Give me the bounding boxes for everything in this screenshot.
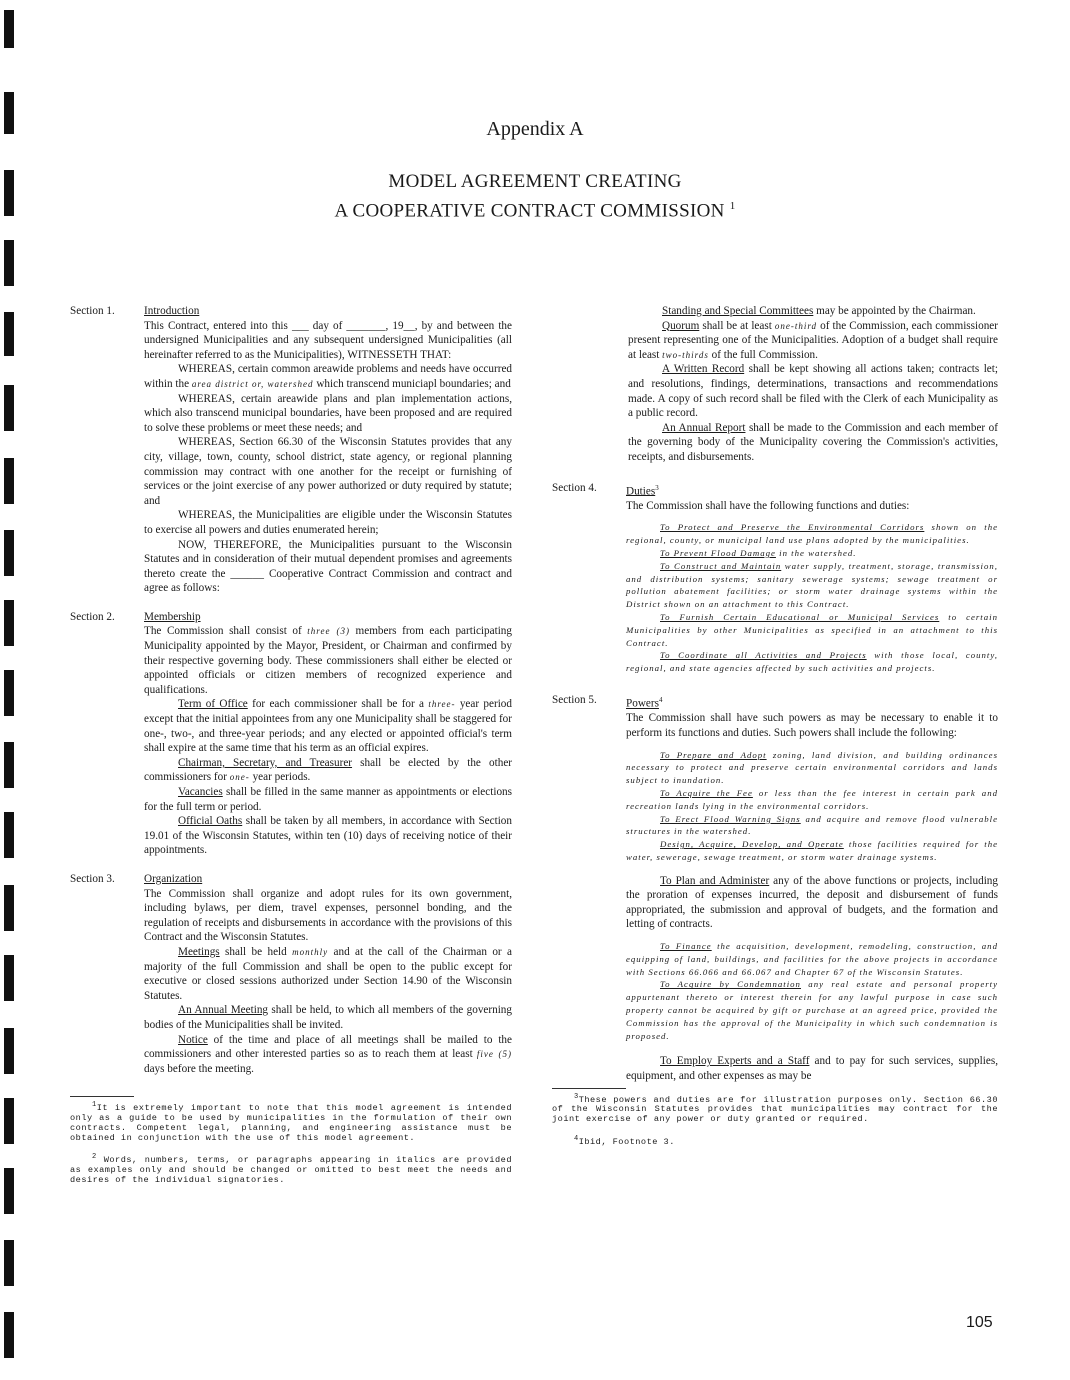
duty-item [626, 611, 998, 649]
heading-line-1: MODEL AGREEMENT CREATING [388, 171, 682, 192]
underlined-term: To Prepare and Adopt [660, 749, 767, 760]
text: WHEREAS, certain common areawide problems and needs have occurred within the [144, 363, 512, 390]
footnote-number: 1 [92, 1101, 97, 1110]
text: shall be elected by the other commissioners for [144, 756, 513, 784]
section-title-wrap [626, 693, 998, 711]
powers-list [626, 749, 998, 864]
power-item [626, 787, 998, 813]
appendix-title: Appendix A [486, 118, 584, 140]
underlined-term: To Furnish Certain Educational or Municipal Services [660, 612, 940, 623]
italic-example: monthly [292, 946, 329, 957]
section-body [144, 872, 512, 1076]
text: The Commission shall consist of [144, 625, 308, 638]
text: zoning, land division, and building ordinances necessary to protect and preserve certain environmental corridors and lands subject to inundation. [626, 749, 998, 786]
italic-example: two-thirds [662, 349, 709, 360]
footnote-rule [70, 1096, 134, 1097]
footnote-number: 4 [574, 1134, 579, 1143]
text: which transcend municiapl boundaries; and [313, 377, 511, 390]
heading-line-2 [0, 194, 1070, 223]
underlined-term: An Annual Meeting [178, 1004, 269, 1017]
section-label: Section 2. [70, 610, 115, 623]
underlined-term: Quorum [662, 319, 700, 332]
duties-list [626, 521, 998, 675]
footnote-text: Ibid, Footnote 3. [578, 1136, 675, 1147]
underlined-term: A Written Record [662, 363, 745, 376]
section-title: Organization [144, 872, 203, 885]
punch-mark [4, 670, 14, 716]
text: any of the above functions or projects, including the proration of expenses incurred, the deposit and disbursement of funds appropriated, the submission and approval of budgets, and the formation and letting of contracts. [626, 874, 998, 931]
punch-mark [4, 600, 14, 646]
punch-mark [4, 812, 14, 858]
footnote-number: 2 [92, 1153, 97, 1162]
italic-example: one- [229, 772, 250, 783]
text: those facilities required for the water, sewerage, sewage treatment, or storm water drainage systems. [626, 839, 999, 862]
text: with those local, county, regional, and state agencies affected by such activities and projects. [626, 650, 998, 674]
power-item [626, 813, 998, 839]
document-heading [0, 170, 1070, 223]
text: members from each participating Municipality appointed by the Mayor, President, or Chairman and confirmed by their respective governing body. These commissioners shall either be elected or appointed officials or citizen members of recognized experience and qualifications. [144, 625, 512, 696]
italic-example: five (5) [476, 1049, 513, 1060]
paragraph: WHEREAS, certain areawide plans and plan implementation actions, which also transcend municipal boundaries, have been proposed and are required to solve these problems or meet these needs; and [144, 392, 512, 434]
section-label: Section 3. [70, 872, 115, 885]
text: and at the call of the Chairman or a majority of the full Commission and shall be open to the public except for executive or closed sessions authorized under Section 14.90 of the Wisconsin Statutes. [144, 945, 512, 1002]
section-title: Introduction [144, 305, 200, 317]
punch-mark [4, 1312, 14, 1358]
paragraph [144, 362, 512, 391]
underlined-term: Chairman, Secretary, and Treasurer [178, 756, 353, 769]
text: shall be at least [699, 319, 775, 332]
punch-mark [4, 1098, 14, 1144]
underlined-term: Vacancies [178, 786, 223, 798]
punch-mark [4, 10, 14, 48]
section-4 [552, 481, 998, 675]
power-item [626, 978, 998, 1042]
underlined-term: To Employ Experts and a Staff [660, 1055, 810, 1068]
text: the acquisition, development, remodeling, construction, and equipping of land, buildings, and facilities for the above projects in accordance with Sections 66.066 and 66.067 and Chapter 67 of the Wisconsin Statutes. [626, 941, 998, 977]
paragraph [144, 756, 512, 785]
punch-mark [4, 312, 14, 356]
left-column [70, 304, 512, 1186]
power-item [626, 749, 998, 787]
paragraph [552, 362, 998, 420]
italic-example: area district or, watershed [191, 378, 314, 389]
underlined-term: To Acquire by Condemnation [660, 979, 801, 990]
section-body [144, 610, 512, 858]
punch-mark [4, 240, 14, 286]
paragraph [552, 421, 998, 465]
section-title: Membership [144, 610, 201, 623]
punch-mark [4, 385, 14, 431]
italic-example: three- [428, 699, 456, 710]
text: shall be taken by all members, in accordance with Section 19.01 of the Wisconsin Statutes, within ten (10) days of receiving notice of their appointments. [144, 815, 512, 857]
text: shall be made to the Commission and each member of the governing body of the Municipality covering the Commission's activities, receipts, and disbursements. [628, 421, 998, 463]
section-body [626, 481, 998, 675]
text: or less than the fee interest in certain park and recreation lands lying in the environmental corridors. [626, 787, 998, 811]
underlined-term: Meetings [178, 945, 220, 958]
text: and to pay for such services, supplies, equipment, and other expenses as may be [626, 1055, 998, 1083]
section-title: Powers [626, 697, 659, 710]
text: of the Commission, each commissioner present representing one of the Municipalities. Adoption of a budget shall require at least [628, 319, 998, 361]
text: any real estate and personal property appurtenant thereto or interest therein for any lawful purpose in case such property cannot be acquired by gift or purchase at an agreed price, provided the Commission has the approval of the Municipality in which such condemnation is proposed. [626, 979, 999, 1041]
section-5 [552, 693, 998, 1084]
power-item [626, 940, 998, 978]
paragraph: The Commission shall have such powers as may be necessary to enable it to perform its functions and duties. Such powers shall include the following: [626, 712, 998, 739]
text: days before the meeting. [144, 1062, 254, 1075]
footnote-text: It is extremely important to note that this model agreement is intended only as a guide to be used by municipalities in the formulation of their own contracts. Competent legal, planning, and engineering assistance must be obtained in conjunction with the use of this model agreement. [70, 1103, 512, 1143]
footnote-4 [552, 1135, 998, 1148]
paragraph [552, 304, 998, 319]
underlined-term: Term of Office [178, 698, 248, 711]
paragraph: WHEREAS, the Municipalities are eligible under the Wisconsin Statutes to exercise all powers and duties enumerated herein; [144, 509, 512, 536]
underlined-term: To Erect Flood Warning Signs [660, 813, 801, 824]
punch-mark [4, 458, 14, 504]
paragraph [144, 814, 512, 858]
section-title-wrap [626, 481, 998, 499]
section-3-continued [628, 304, 998, 465]
footnote-number: 3 [574, 1092, 579, 1101]
section-label: Section 4. [552, 481, 597, 494]
underlined-term: To Prevent Flood Damage [660, 548, 776, 559]
section-body [626, 693, 998, 1084]
punch-mark [4, 1240, 14, 1286]
underlined-term: To Plan and Administer [660, 874, 770, 887]
paragraph [552, 319, 998, 363]
text: to certain Municipalities by other Municipalities as specified in an attachment to this Contract. [626, 612, 998, 648]
section-1 [70, 304, 512, 596]
paragraph: This Contract, entered into this ___ day of _______, 19__, by and between the undersigned Municipalities and any subsequent undersigned Municipalities (all hereinafter referred to as the Municipalities), WITNESSETH THAT: [144, 319, 512, 361]
text: shown on the regional, county, or municipal land use plans adopted by the municipalities. [626, 522, 998, 546]
paragraph [144, 1033, 512, 1077]
section-title: Duties [626, 485, 656, 498]
section-3 [70, 872, 512, 1076]
underlined-term: To Finance [660, 941, 712, 952]
punch-mark [4, 955, 14, 1001]
section-label: Section 1. [70, 305, 115, 317]
underlined-term: To Protect and Preserve the Environmental Corridors [660, 522, 925, 533]
powers-list-2 [626, 940, 998, 1042]
footnote-rule [552, 1088, 626, 1089]
italic-example: one-third [774, 320, 818, 331]
underlined-term: To Construct and Maintain [660, 560, 782, 571]
underlined-term: Notice [178, 1033, 208, 1046]
paragraph [144, 785, 512, 814]
text: shall be held [219, 945, 293, 958]
footnotes-right [552, 1088, 998, 1148]
underlined-term: An Annual Report [662, 421, 746, 434]
footnote-3 [552, 1093, 998, 1125]
footnote-text: These powers and duties are for illustration purposes only. Section 66.30 of the Wisconsin Statutes provides that municipalities may contract for the joint exercise of any power or duty granted or required. [552, 1094, 998, 1125]
text: shall be filled in the same manner as appointments or elections for the full term or period. [144, 786, 512, 813]
text: in the watershed. [775, 548, 857, 559]
text: of the full Commission. [708, 348, 818, 361]
duty-item [626, 560, 998, 611]
text: water supply, treatment, storage, transmission, and distribution systems; sanitary sewerage systems; sewage treatment or pollution abatement facilities; or storm water drainage systems within the District shown on an attachment to this Contract. [626, 560, 998, 610]
duty-item [626, 649, 998, 675]
underlined-term: Design, Acquire, Develop, and Operate [660, 839, 844, 850]
punch-mark [4, 742, 14, 788]
paragraph [144, 1003, 512, 1032]
punch-mark [4, 885, 14, 931]
text: for each commissioner shall be for a [247, 698, 429, 711]
heading-footnote-ref: 1 [729, 200, 736, 212]
paragraph: The Commission shall have the following functions and duties: [626, 499, 910, 512]
paragraph: WHEREAS, Section 66.30 of the Wisconsin Statutes provides that any city, village, town, county, school district, state agency, or regional planning commission may contract with one another for the receipt or furnishing of services or the joint exercise of any power authorized or duty required by statute; and [144, 436, 512, 507]
paragraph [626, 1054, 998, 1083]
underlined-term: To Coordinate all Activities and Projects [660, 650, 867, 661]
section-2 [70, 610, 512, 858]
text: shall be held, to which all members of the governing bodies of the Municipalities shall be invited. [144, 1004, 512, 1031]
punch-mark [4, 530, 14, 576]
heading-line-2-text: A COOPERATIVE CONTRACT COMMISSION [334, 200, 725, 222]
text: shall be kept showing all actions taken; contracts let; and resolutions, findings, determinations, transactions and recommendations made. A copy of such record shall be filed with the Clerk of each Municipality as a public record. [628, 363, 998, 420]
section-body [144, 304, 512, 596]
power-item [626, 838, 998, 864]
footnote-2 [70, 1153, 512, 1185]
duty-item [626, 521, 998, 547]
text: year period except that the initial appointees from any one Municipality shall be staggered for one-, two-, and three-year periods; and any elected or appointed official's term shall expire at the same time that his term as an official expires. [144, 698, 512, 755]
punch-mark [4, 1168, 14, 1214]
paragraph: NOW, THEREFORE, the Municipalities pursuant to the Wisconsin Statutes and in consideration of their mutual dependent promises and agreements thereto create the ______ Cooperative Contract Commission and contract and agree as follows: [144, 538, 512, 595]
footnote-1 [70, 1101, 512, 1143]
paragraph [144, 697, 512, 755]
punch-mark [4, 1028, 14, 1074]
paragraph [144, 945, 512, 1003]
underlined-term: Official Oaths [178, 815, 243, 828]
footnote-ref: 3 [655, 483, 659, 492]
text: may be appointed by the Chairman. [813, 305, 976, 317]
text: of the time and place of all meetings shall be mailed to the commissioners and other interested parties so as to reach them at least [144, 1033, 512, 1061]
section-label: Section 5. [552, 694, 597, 707]
underlined-term: To Acquire the Fee [660, 787, 753, 798]
page-number: 105 [966, 1314, 993, 1331]
text: and acquire and remove flood vulnerable structures in the watershed. [626, 813, 999, 837]
paragraph [626, 874, 998, 932]
footnotes-left [70, 1096, 512, 1185]
footnote-ref: 4 [658, 696, 663, 705]
paragraph: The Commission shall organize and adopt rules for its own government, including bylaws, per diem, travel expenses, personnel bonding, and the regulation of receipts and disbursements in accordance with the provisions of this Contract and the Wisconsin Statutes. [144, 887, 512, 944]
text: year periods. [249, 771, 311, 784]
italic-example: three (3) [307, 626, 350, 637]
footnote-text: Words, numbers, terms, or paragraphs appearing in italics are provided as examples only and should be changed or omitted to best meet the needs and desires of the individual signatories. [70, 1155, 512, 1185]
duty-item [626, 547, 998, 560]
underlined-term: Standing and Special Committees [662, 305, 814, 317]
right-column [552, 304, 998, 1148]
paragraph [144, 624, 512, 697]
